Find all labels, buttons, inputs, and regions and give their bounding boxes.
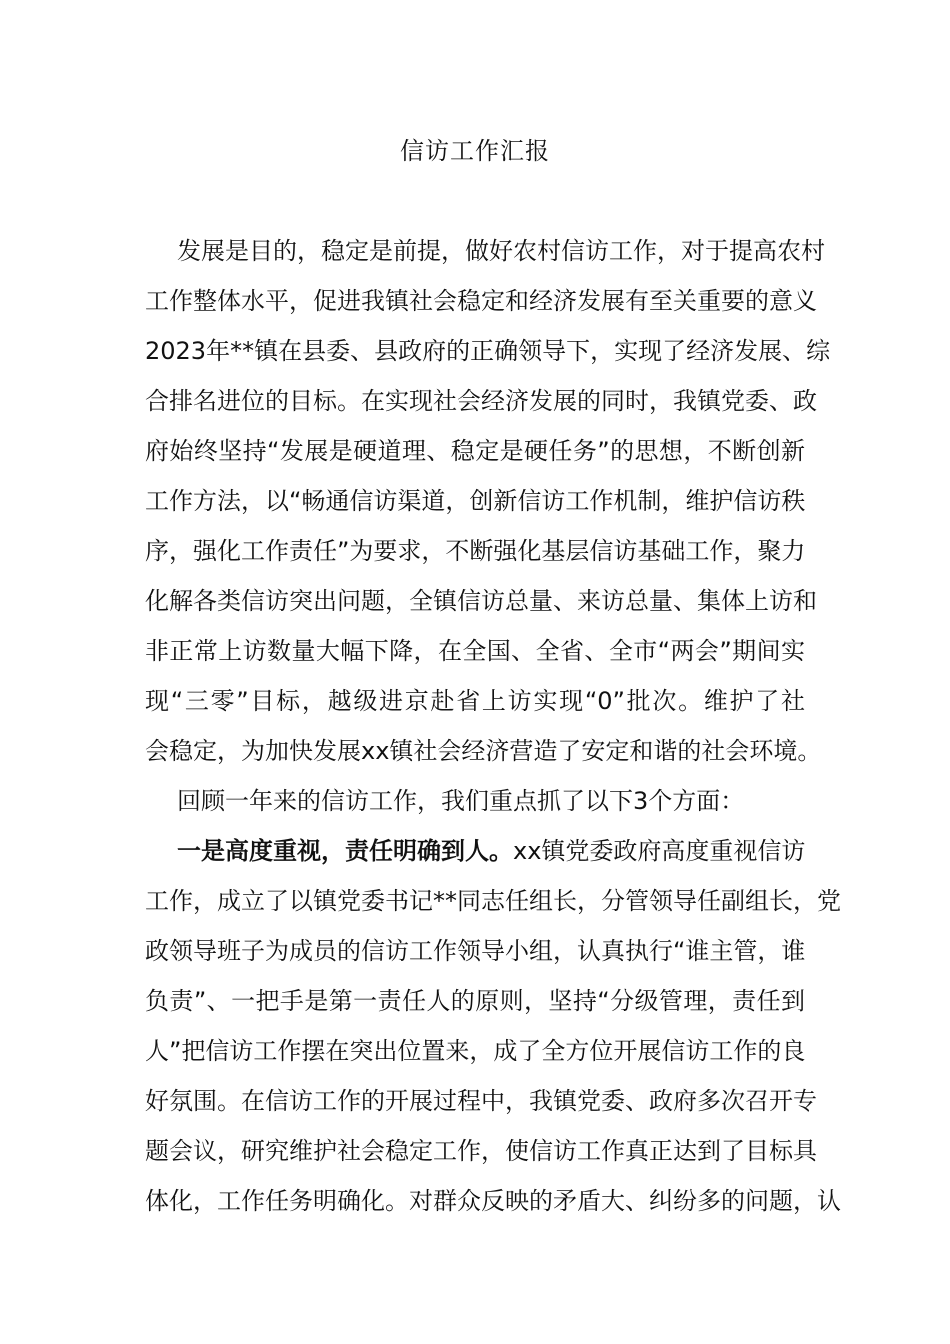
paragraph-line: 合排名进位的目标。在实现社会经济发展的同时，我镇党委、政 xyxy=(145,387,817,415)
paragraph-line: 政领导班子为成员的信访工作领导小组，认真执行“谁主管，谁 xyxy=(145,937,806,965)
paragraph-line: 工作，成立了以镇党委书记**同志任组长，分管领导任副组长，党 xyxy=(145,887,841,915)
paragraph-line: 题会议，研究维护社会稳定工作，使信访工作真正达到了目标具 xyxy=(145,1137,817,1165)
paragraph-line: 负责”、一把手是第一责任人的原则，坚持“分级管理，责任到 xyxy=(145,987,805,1015)
paragraph-line: 工作整体水平，促进我镇社会稳定和经济发展有至关重要的意义 xyxy=(145,287,817,315)
paragraph-line: 化解各类信访突出问题，全镇信访总量、来访总量、集体上访和 xyxy=(145,587,817,615)
paragraph-line: 发展是目的，稳定是前提，做好农村信访工作，对于提高农村 xyxy=(177,237,825,265)
paragraph-line: 非正常上访数量大幅下降，在全国、全省、全市“两会”期间实 xyxy=(145,637,805,665)
section-heading: 一是高度重视，责任明确到人。 xyxy=(177,837,513,865)
paragraph-line: 好氛围。在信访工作的开展过程中，我镇党委、政府多次召开专 xyxy=(145,1087,817,1115)
paragraph-line xyxy=(177,831,805,871)
paragraph-line: 人”把信访工作摆在突出位置来，成了全方位开展信访工作的良 xyxy=(145,1037,806,1065)
paragraph-line: 会稳定，为加快发展xx镇社会经济营造了安定和谐的社会环境。 xyxy=(145,737,822,765)
paragraph-line: 工作方法，以“畅通信访渠道，创新信访工作机制，维护信访秩 xyxy=(145,487,806,515)
paragraph-line: 府始终坚持“发展是硬道理、稳定是硬任务”的思想，不断创新 xyxy=(145,437,805,465)
paragraph-line: 2023年**镇在县委、县政府的正确领导下，实现了经济发展、综 xyxy=(145,337,831,365)
paragraph-line: 序，强化工作责任”为要求，不断强化基层信访基础工作，聚力 xyxy=(145,537,806,565)
paragraph-line: 现“三零”目标，越级进京赴省上访实现“0”批次。维护了社 xyxy=(145,687,805,715)
paragraph-text: xx镇党委政府高度重视信访 xyxy=(513,837,806,865)
document-title: 信访工作汇报 xyxy=(400,137,550,165)
paragraph-line: 回顾一年来的信访工作，我们重点抓了以下3个方面： xyxy=(177,787,745,815)
paragraph-line: 体化，工作任务明确化。对群众反映的矛盾大、纠纷多的问题，认 xyxy=(145,1187,841,1215)
